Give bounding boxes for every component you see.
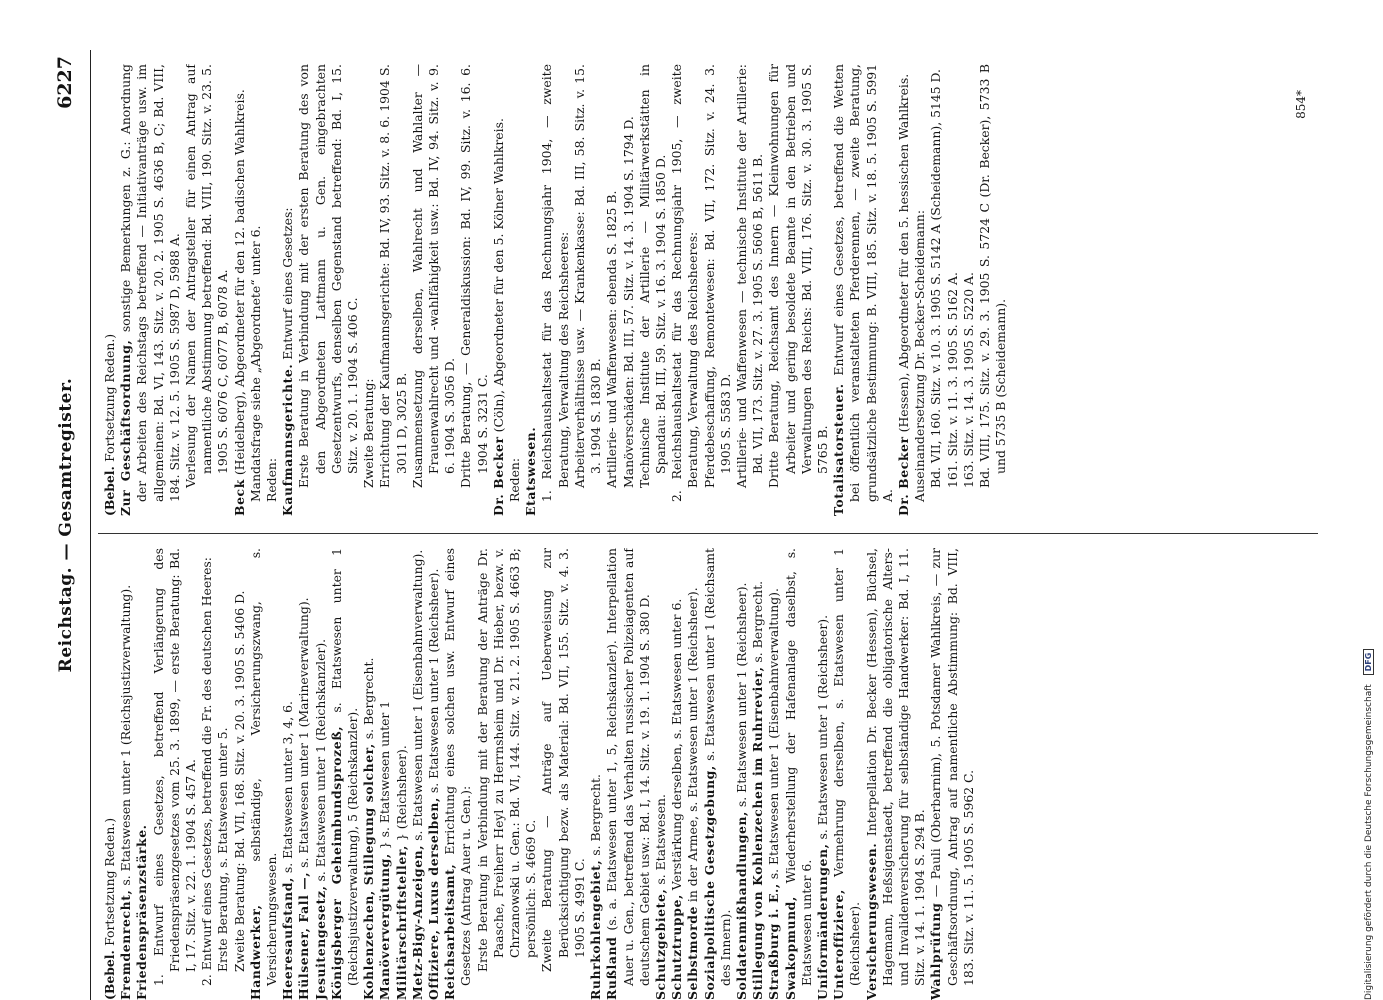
entry-keyword: Friedenspräsenzstärke. <box>134 824 150 1000</box>
entry-text: Bd. VIII, 175. Sitz. v. 29. 3. 1905 S. 5724 C (Dr. Becker), 5733 B und 5735 B (Scheidemann). <box>976 64 1009 488</box>
entry-text: Arbeiterverhältnisse usw. — Krankenkasse: Bd. III, 58. Sitz. v. 15. 3. 1904 S. 1830 B. <box>571 64 604 488</box>
column-divider <box>98 533 1318 534</box>
credit-text: Digitalisierung gefördert durch die Deutsche Forschungsgemeinschaft <box>1364 684 1374 1000</box>
right-entry <box>621 64 637 516</box>
entry-text: Errichtung der Kaufmannsgerichte: Bd. IV, 93. Sitz. v. 8. 6. 1904 S. 3011 D, 3025 B. <box>377 64 409 488</box>
entry-text: 163. Sitz. v. 14. 3. 1905 S. 5220 A. <box>960 272 976 488</box>
running-title: Reichstag. — Gesamtregister. <box>56 377 76 673</box>
entry-text: s. Etatswesen unter 3, 4, 6. <box>280 701 296 878</box>
right-entry <box>539 64 571 516</box>
entry-text: Bd. VII, 160. Sitz. v. 10. 3. 1905 S. 5142 A (Scheidemann), 5145 D. <box>928 69 944 488</box>
left-entry <box>475 548 540 1000</box>
right-entry <box>928 64 944 516</box>
dfg-logo: DFG <box>1363 649 1374 676</box>
entry-keyword: Beck <box>231 479 247 516</box>
left-entry <box>653 548 669 1000</box>
left-entry <box>361 548 377 1000</box>
entry-text: s. Etatswesen unter 1 (Reichsheer). <box>814 614 830 844</box>
entry-text: (Hessen), Abgeordneter für den 5. hessischen Wahlkreis. <box>895 73 911 437</box>
right-entry <box>945 64 961 516</box>
continuation-name: (Bebel. <box>102 466 117 516</box>
left-entry <box>539 548 588 1000</box>
entry-keyword: Stillegung von Kohlenzechen im Ruhrrevier, <box>750 666 766 1000</box>
entry-text: Dritte Beratung, — Generaldiskussion: Bd. IV, 99. Sitz. v. 16. 6. 1904 S. 3231 C. <box>458 64 490 488</box>
right-entry <box>248 64 264 516</box>
left-column <box>102 548 1318 1000</box>
entry-keyword: Soldatenmißhandlungen, <box>733 811 749 1000</box>
entry-text: Errichtung eines solchen usw. Entwurf eines Gesetzes (Antrag Auer u. Gen.): <box>442 548 474 986</box>
continuation-name: (Bebel. <box>102 950 117 1000</box>
entry-text: s. Etatswesen unter 1 (Reichskanzler). <box>312 638 328 886</box>
register-page <box>50 50 1330 1000</box>
entry-text: selbständige, Versicherungszwang, s. Versicherungswesen. <box>247 548 280 986</box>
left-entry <box>248 548 280 1000</box>
left-entry <box>604 548 653 1000</box>
left-entry <box>442 548 474 1000</box>
entry-text: Technische Institute der Artillerie — Militärwerkstätten in Spandau: Bd. III, 59. Sitz. v. 16. 3. 1904 S. 1850 D. <box>636 64 668 488</box>
entry-text: Dritte Beratung, Reichsamt des Innern — Kleinwohnungen für Arbeiter und gering besoldete Beamte in den Betrieben und Verwaltungen des Reichs: Bd. VIII, 176. Sitz. v. 30. 3. 1905 S. 5765 B. <box>766 64 830 488</box>
entry-text: Pferdebeschaffung, Remontewesen: Bd. VII, 172. Sitz. v. 24. 3. 1905 S. 5583 D. <box>701 64 733 488</box>
left-entry <box>750 548 766 1000</box>
entry-keyword: Ruhrkohlengebiet, <box>588 859 604 1000</box>
right-entry <box>912 64 928 516</box>
left-entry <box>280 548 296 1000</box>
left-entry <box>199 548 215 1000</box>
entry-text: Zusammensetzung derselben, Wahlrecht und Wahlalter — Frauenwahlrecht und -wahlfähigkeit usw.: Bd. IV, 94. Sitz. v. 9. 6. 1904 S. 3056 D. <box>409 64 458 488</box>
right-entry <box>410 64 459 516</box>
entry-text: Mandatsfrage siehe „Abgeordnete“ unter 6. <box>247 225 263 502</box>
right-entry <box>280 64 296 516</box>
entry-text: 1. Entwurf eines Gesetzes, betreffend Verlängerung des Friedenspräsenzgesetzes vom 25. 3. 1899, — erste Beratung: Bd. I, 17. Sitz. v. 22. 1. 1904 S. 457 A. <box>150 548 199 986</box>
entry-text: sonstige Bemerkungen z. G.: Anordnung der Arbeiten des Reichstags betreffend — Initiativanträge usw. im allgemeinen: Bd. VI, 143. Sitz. v. 20. 2. 1905 S. 4636 B, C; Bd. VIII, 184. Sitz. v. 12. 5. 1905 S. 5987 D, 5988 A. <box>118 64 182 502</box>
entry-text: s. Etatswesen unter 1 (Reichsjustizverwaltung), 5 (Reichskanzler). <box>328 548 361 986</box>
entry-keyword: Rußland <box>604 936 620 1000</box>
right-entry <box>507 64 523 516</box>
right-entry <box>232 64 248 516</box>
continuation-head <box>102 548 118 1000</box>
left-entry <box>831 548 863 1000</box>
left-entry <box>296 548 312 1000</box>
entry-keyword: Zur Geschäftsordnung, <box>118 339 134 516</box>
entry-keyword: Totalisatorsteuer. <box>831 383 847 516</box>
entry-keyword: Selbstmorde <box>685 906 701 1000</box>
digitization-credit <box>1363 20 1374 1000</box>
right-entry <box>669 64 701 516</box>
entry-text: 1. Reichshaushaltsetat für das Rechnungsjahr 1904, — zweite Beratung, Verwaltung des Reichsheeres: <box>539 64 571 502</box>
entry-text: Reden: <box>507 457 523 502</box>
left-entry <box>394 548 410 1000</box>
entry-text: Manöverschäden: Bd. III, 57. Sitz. v. 14. 3. 1904 S. 1794 D. <box>620 116 636 488</box>
entry-text: Entwurf eines Gesetzes: <box>280 207 296 364</box>
left-entry <box>702 548 734 1000</box>
page-header <box>50 50 98 1000</box>
entry-keyword: Reichsarbeitsamt, <box>442 863 458 1000</box>
entry-text: Artillerie- und Waffenwesen: ebenda S. 1825 B. <box>604 190 620 488</box>
right-entry <box>831 64 896 516</box>
left-entry <box>669 548 685 1000</box>
right-entry <box>702 64 734 516</box>
entry-text: s. Etatswesen unter 1 (Eisenbahnverwaltung). <box>409 549 425 845</box>
left-entry <box>232 548 248 1000</box>
right-entry <box>572 64 604 516</box>
right-entry <box>361 64 377 516</box>
continuation-head-right <box>102 64 118 516</box>
entry-text: s. Bergrecht. <box>750 580 766 667</box>
entry-text: Auseinandersetzung Dr. Becker-Scheidemann: <box>912 209 928 502</box>
left-entry <box>928 548 977 1000</box>
entry-text: Wiederherstellung der Hafenanlage daselbst, s. Etatswesen unter 6. <box>782 548 814 986</box>
left-entry <box>329 548 361 1000</box>
entry-keyword: Kaufmannsgerichte. <box>280 363 296 516</box>
right-entry <box>734 64 766 516</box>
entry-text: Reden: <box>264 457 280 502</box>
entry-keyword: Swakopmund, <box>782 896 798 1000</box>
continuation-note: Fortsetzung Reden.) <box>102 817 117 946</box>
entry-text: Entwurf eines Gesetzes, betreffend die Wetten bei öffentlich veranstalteten Pferderennen, — zweite Beratung, grundsätzliche Bestimmung: B. VIII, 185. Sitz. v. 18. 5. 1905 S. 5991 A. <box>831 64 895 502</box>
entry-keyword: Unteroffiziere, <box>831 889 847 1000</box>
entry-text: — Pauli (Oberbarnim), 5. Potsdamer Wahlkreis, — zur Geschäftsordnung, Antrag auf namentliche Abstimmung: Bd. VIII, 183. Sitz. v. 11. 5. 1905 S. 5962 C. <box>928 548 976 986</box>
left-entry <box>783 548 815 1000</box>
entry-text: s. Bergrecht. <box>588 774 604 860</box>
left-entry <box>134 548 150 1000</box>
entry-text: } (Reichsheer). <box>393 745 409 846</box>
entry-keyword: Handwerker, <box>247 904 263 1000</box>
entry-keyword: Metz-Bigy-Anzeigen, <box>409 844 425 1000</box>
left-entry <box>426 548 442 1000</box>
right-entry <box>458 64 490 516</box>
entry-keyword: Dr. Becker <box>490 436 506 516</box>
entry-keyword: Sozialpolitische Gesetzgebung, <box>701 765 717 1000</box>
entry-keyword: Manöververgütung, <box>377 853 393 1000</box>
entry-text: (Heidelberg), Abgeordneter für den 12. badischen Wahlkreis. <box>231 89 247 480</box>
left-entries <box>118 548 977 1000</box>
left-entry <box>815 548 831 1000</box>
left-entry <box>766 548 782 1000</box>
entry-text: Interpellation Dr. Becker (Hessen), Büchsel, Hagemann, Heßsigenstaedt, betreffend die obligatorische Alters- und Invalidenversicherung für selbständige Handwerker: Bd. I, 11. Sitz. v. 14. 1. 1904 S. 294 B. <box>863 548 928 986</box>
header-rule <box>90 50 91 1000</box>
right-entries <box>118 64 1009 516</box>
left-entry <box>685 548 701 1000</box>
right-entry <box>491 64 507 516</box>
left-entry <box>313 548 329 1000</box>
entry-text: s. Etatswesen. <box>652 794 668 889</box>
entry-text: s. Etatswesen unter 1 (Reichsheer). <box>426 568 442 798</box>
printer-signature: 854* <box>1294 90 1308 119</box>
entry-keyword: Uniformänderungen, <box>814 843 830 1000</box>
entry-text: s. Etatswesen unter 1 (Reichsamt des Innern). <box>701 548 733 986</box>
entry-text: s. Etatswesen unter 1 (Reichsjustizverwaltung). <box>118 584 134 890</box>
entry-keyword: Kohlenzechen, Stillegung solcher, <box>361 743 377 1000</box>
right-entry <box>118 64 183 516</box>
right-entry <box>296 64 361 516</box>
entry-text: Erste Beratung in Verbindung mit der ersten Beratung des von den Abgeordneten Lattmann u. Gen. eingebrachten Gesetzentwurfs, denselben Gegenstand betreffend: Bd. I, 15. Sitz. v. 20. 1. 1904 S. 406 C. <box>296 64 361 488</box>
right-entry <box>377 64 409 516</box>
entry-text: 2. Entwurf eines Gesetzes, betreffend die Fr. des deutschen Heeres: <box>199 557 215 986</box>
left-entry <box>151 548 200 1000</box>
entry-text: Erste Beratung in Verbindung mit der Beratung der Anträge Dr. Paasche, Freiherr Heyl zu Herrnsheim und Dr. Hieber, bezw. v. Chrzanowski u. Gen.: Bd. VI, 144. Sitz. v. 21. 2. 1905 S. 4663 B; persönlich: S. 4669 C. <box>474 548 539 972</box>
entry-keyword: Etatswesen. <box>523 426 539 516</box>
continuation-note: Fortsetzung Reden.) <box>102 333 117 462</box>
left-entry <box>118 548 134 1000</box>
right-entry <box>183 64 232 516</box>
right-entry <box>961 64 977 516</box>
entry-keyword: Jesuitengesetz, <box>312 885 328 1000</box>
entry-keyword: Offiziere, Luxus derselben, <box>426 797 442 1000</box>
entry-keyword: Schutzgebiete, <box>652 888 668 1000</box>
entry-text: (s. a. Etatswesen unter 1, 5, Reichskanzler). Interpellation Auer u. Gen., betreffend das Verhalten russischer Polizeiagenten auf deutschem Gebiet usw.: Bd. I, 14. Sitz. v. 19. 1. 1904 S. 380 D. <box>604 548 652 986</box>
entry-text: (Cöln), Abgeordneter für den 5. Kölner Wahlkreis. <box>490 118 506 437</box>
entry-text: Verstärkung derselben, s. Etatswesen unter 6. <box>669 598 685 895</box>
entry-text: s. Bergrecht. <box>361 657 377 744</box>
left-entry <box>215 548 231 1000</box>
right-entry <box>523 64 539 516</box>
entry-text: 2. Reichshaushaltsetat für das Rechnungsjahr 1905, — zweite Beratung, Verwaltung des Reichsheeres: <box>669 64 701 502</box>
entry-text: s. Etatswesen unter 1 (Marineverwaltung). <box>296 597 312 872</box>
entry-keyword: Königsberger Geheimbundsprozeß, <box>328 725 344 1000</box>
entry-text: Zweite Beratung: <box>361 378 377 488</box>
page-number: 6227 <box>54 56 76 109</box>
entry-text: s. Etatswesen unter 1 (Eisenbahnverwaltung). <box>766 588 782 884</box>
entry-text: Erste Beratung, s. Etatswesen unter 5. <box>215 727 231 972</box>
entry-text: Verlesung der Namen der Antragsteller für einen Antrag auf namentliche Abstimmung betreffend: Bd. VIII, 190. Sitz. v. 23. 5. 1905 S. 6076 C, 6077 B, 6078 A. <box>183 64 231 488</box>
right-entry <box>264 64 280 516</box>
entry-text: Zweite Beratung — Anträge auf Ueberweisung zur Berücksichtigung bezw. als Material: Bd. VII, 155. Sitz. v. 4. 3. 1905 S. 4991 C. <box>539 548 587 972</box>
left-entry <box>864 548 929 1000</box>
entry-keyword: Straßburg i. E., <box>766 883 782 1000</box>
left-entry <box>734 548 750 1000</box>
entry-keyword: Fremdenrecht, <box>118 889 134 1000</box>
right-entry <box>896 64 912 516</box>
entry-text: Vermehrung derselben, s. Etatswesen unter 1 (Reichsheer). <box>831 548 863 986</box>
entry-text: in der Armee, s. Etatswesen unter 1 (Reichsheer). <box>685 587 701 907</box>
entry-text: Zweite Beratung: Bd. VII, 168. Sitz. v. 20. 3. 1905 S. 5406 D. <box>231 590 247 972</box>
entry-text: Artillerie- und Waffenwesen — technische Institute der Artillerie: Bd. VII, 173. Sitz. v. 27. 3. 1905 S. 5606 B, 5611 B. <box>733 64 766 488</box>
right-entry <box>604 64 620 516</box>
entry-keyword: Heeresaufstand, <box>280 877 296 1000</box>
entry-text: s. Etatswesen unter 1 (Reichsheer). <box>733 582 749 812</box>
right-entry <box>977 64 1009 516</box>
entry-keyword: Wahlprüfung <box>928 902 944 1000</box>
left-entry <box>377 548 393 1000</box>
entry-keyword: Schutztruppe, <box>669 894 685 1000</box>
left-entry <box>410 548 426 1000</box>
entry-keyword: Militärschriftsteller, <box>393 845 409 1000</box>
entry-text: } s. Etatswesen unter 1 <box>377 700 393 854</box>
right-entry <box>766 64 831 516</box>
left-entry <box>588 548 604 1000</box>
entry-text: 161. Sitz. v. 11. 3. 1905 S. 5162 A. <box>944 272 960 488</box>
right-entry <box>637 64 669 516</box>
entry-keyword: Versicherungswesen. <box>863 842 879 1000</box>
right-column <box>102 64 1318 516</box>
entry-keyword: Dr. Becker <box>895 436 911 516</box>
entry-keyword: Hülsener, Fall —, <box>296 871 312 1000</box>
